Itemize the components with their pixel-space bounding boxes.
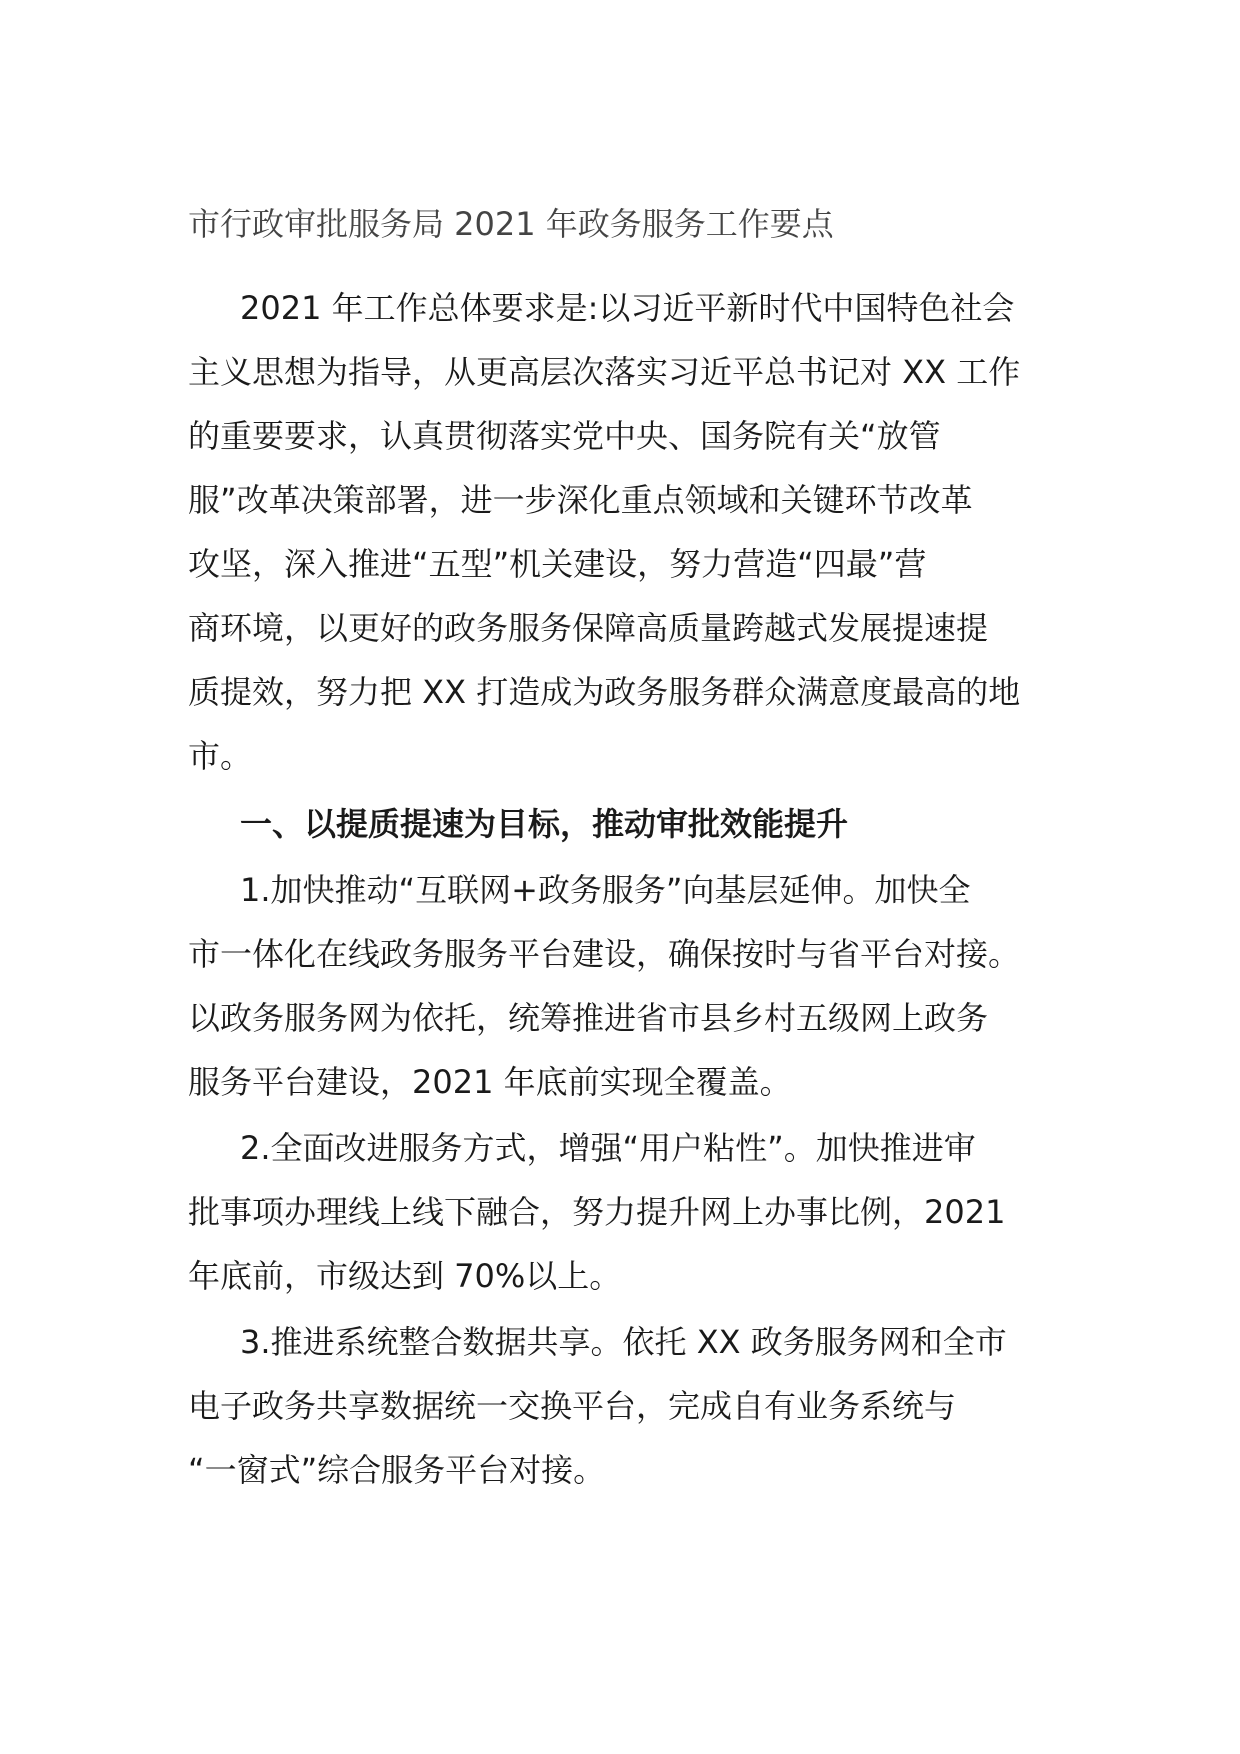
intro-line: 商环境，以更好的政务服务保障高质量跨越式发展提速提 bbox=[188, 609, 989, 647]
item3-line: 3.推进系统整合数据共享。依托 XX 政务服务网和全市 bbox=[240, 1323, 1007, 1361]
item1-line: 以政务服务网为依托，统筹推进省市县乡村五级网上政务 bbox=[188, 999, 989, 1037]
item1-line: 1.加快推动“互联网+政务服务”向基层延伸。加快全 bbox=[240, 871, 971, 909]
item2-line: 年底前，市级达到 70%以上。 bbox=[188, 1257, 622, 1295]
intro-line: 攻坚，深入推进“五型”机关建设，努力营造“四最”营 bbox=[188, 545, 927, 583]
intro-line: 的重要要求，认真贯彻落实党中央、国务院有关“放管 bbox=[188, 417, 941, 455]
intro-line: 主义思想为指导，从更高层次落实习近平总书记对 XX 工作 bbox=[188, 353, 1021, 391]
item2-line: 批事项办理线上线下融合，努力提升网上办事比例，2021 bbox=[188, 1193, 1006, 1231]
document-title: 市行政审批服务局 2021 年政务服务工作要点 bbox=[188, 205, 834, 243]
section-heading: 一、以提质提速为目标，推动审批效能提升 bbox=[240, 805, 849, 843]
item2-line: 2.全面改进服务方式，增强“用户粘性”。加快推进审 bbox=[240, 1129, 976, 1167]
intro-line: 服”改革决策部署，进一步深化重点领域和关键环节改革 bbox=[188, 481, 973, 519]
intro-line: 市。 bbox=[188, 737, 253, 775]
intro-line: 质提效，努力把 XX 打造成为政务服务群众满意度最高的地 bbox=[188, 673, 1021, 711]
item1-line: 市一体化在线政务服务平台建设，确保按时与省平台对接。 bbox=[188, 935, 1021, 973]
item3-line: “一窗式”综合服务平台对接。 bbox=[188, 1451, 606, 1489]
item1-line: 服务平台建设，2021 年底前实现全覆盖。 bbox=[188, 1063, 792, 1101]
item3-line: 电子政务共享数据统一交换平台，完成自有业务系统与 bbox=[188, 1387, 957, 1425]
intro-line: 2021 年工作总体要求是:以习近平新时代中国特色社会 bbox=[240, 289, 1015, 327]
